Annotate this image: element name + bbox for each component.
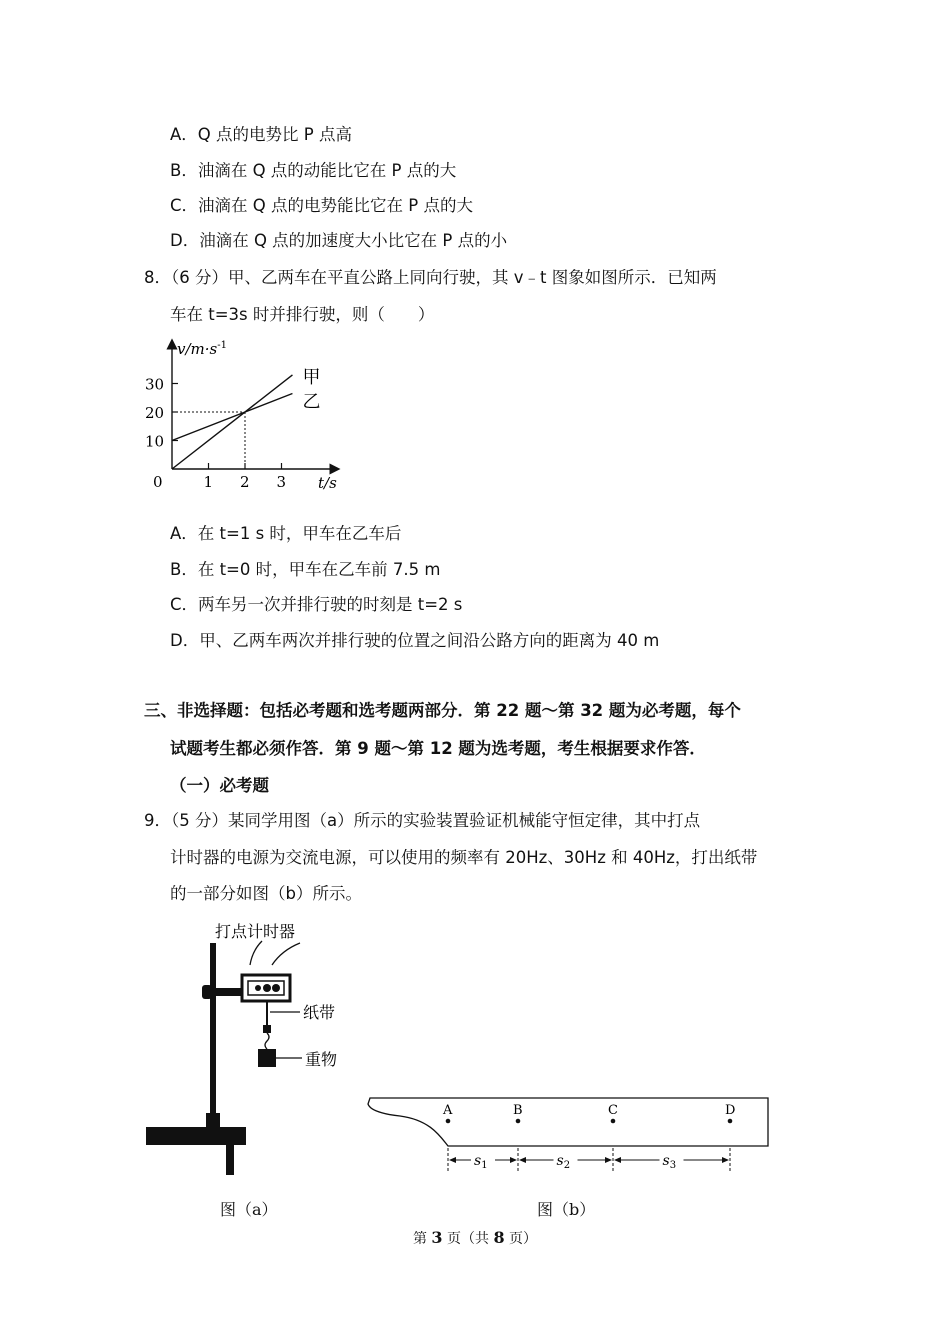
figure-b-caption: 图（b） [537, 1200, 596, 1219]
stand-base [146, 1127, 246, 1145]
footer-prefix: 第 [412, 1231, 432, 1247]
tape-point-dot-D [728, 1119, 733, 1124]
tape-point-label-A: A [443, 1103, 453, 1118]
q9-stem-line1: 9．（5 分）某同学用图（a）所示的实验装置验证机械能守恒定律，其中打点 [144, 811, 701, 830]
timer-label: 打点计时器 [215, 922, 296, 941]
arrowhead [519, 1157, 526, 1163]
origin-label: 0 [153, 473, 163, 491]
segment-label-s2: $s_2$ [556, 1153, 571, 1171]
y-tick-label-20: 20 [145, 404, 165, 422]
q7-option-b: B．油滴在 Q 点的动能比它在 P 点的大 [170, 161, 457, 180]
segment-label-s3: $s_3$ [662, 1153, 677, 1171]
q8-option-b: B．在 t=0 时，甲车在乙车前 7.5 m [170, 560, 441, 579]
arrowhead [510, 1157, 517, 1163]
weight-block [258, 1049, 276, 1067]
tape-point-dot-A [446, 1119, 451, 1124]
q8-stem-line1: 8．（6 分）甲、乙两车在平直公路上同向行驶，其 v﹣t 图象如图所示．已知两 [144, 268, 717, 287]
x-axis-label: t/s [318, 474, 337, 492]
q8-option-c: C．两车另一次并排行驶的时刻是 t=2 s [170, 595, 463, 614]
tape-outline [368, 1098, 768, 1146]
arrowhead [614, 1157, 621, 1163]
tape-point-label-C: C [608, 1103, 618, 1118]
q7-option-d: D．油滴在 Q 点的加速度大小比它在 P 点的小 [170, 231, 508, 250]
x-tick-label-2: 2 [240, 473, 250, 491]
tape-point-label-D: D [725, 1103, 736, 1118]
x-tick-label-1: 1 [203, 473, 214, 491]
arrowhead [722, 1157, 729, 1163]
q9-stem-line3: 的一部分如图（b）所示。 [170, 884, 362, 903]
tape-label: 纸带 [303, 1003, 336, 1022]
series-label-yi: 乙 [302, 391, 321, 413]
section3-heading-line1: 三、非选择题：包括必考题和选考题两部分．第 22 题～第 32 题为必考题，每个 [144, 701, 741, 720]
footer-page-number: 3 [431, 1228, 443, 1247]
q8-option-d: D．甲、乙两车两次并排行驶的位置之间沿公路方向的距离为 40 m [170, 631, 660, 650]
tape-point-dot-C [611, 1119, 616, 1124]
q7-option-c: C．油滴在 Q 点的电势能比它在 P 点的大 [170, 196, 473, 215]
q9-stem-line2: 计时器的电源为交流电源，可以使用的频率有 20Hz、30Hz 和 40Hz，打出纸带 [170, 848, 758, 867]
section3-heading-line2: 试题考生都必须作答．第 9 题～第 12 题为选考题，考生根据要求作答． [170, 739, 706, 758]
series-line-yi [172, 393, 292, 440]
q8-stem-line2: 车在 t=3s 时并排行驶，则（ ） [170, 305, 435, 324]
section3-subheading: （一）必考题 [170, 776, 269, 795]
footer-suffix: 页） [504, 1231, 538, 1247]
vt-chart [140, 336, 360, 496]
figure-a-apparatus [140, 915, 370, 1175]
page-footer [0, 1228, 950, 1248]
footer-total-pages: 8 [493, 1228, 505, 1247]
arrowhead [605, 1157, 612, 1163]
figure-b-tape [360, 1090, 780, 1190]
q7-option-a: A．Q 点的电势比 P 点高 [170, 125, 352, 144]
tape-point-label-B: B [513, 1103, 523, 1118]
y-axis-label: $v/m\cdot s^{-1}$ [177, 340, 227, 358]
figure-a-caption: 图（a） [220, 1200, 278, 1219]
series-line-jia [172, 375, 292, 469]
arrowhead [449, 1157, 456, 1163]
y-tick-label-30: 30 [145, 375, 165, 394]
x-tick-label-3: 3 [276, 473, 287, 491]
q8-option-a: A．在 t=1 s 时，甲车在乙车后 [170, 524, 402, 543]
segment-label-s1: $s_1$ [474, 1153, 488, 1171]
footer-mid: 页（共 [442, 1231, 494, 1247]
y-tick-label-10: 10 [145, 432, 165, 451]
tape-point-dot-B [516, 1119, 521, 1124]
series-label-jia: 甲 [302, 366, 321, 388]
weight-label: 重物 [305, 1050, 338, 1069]
